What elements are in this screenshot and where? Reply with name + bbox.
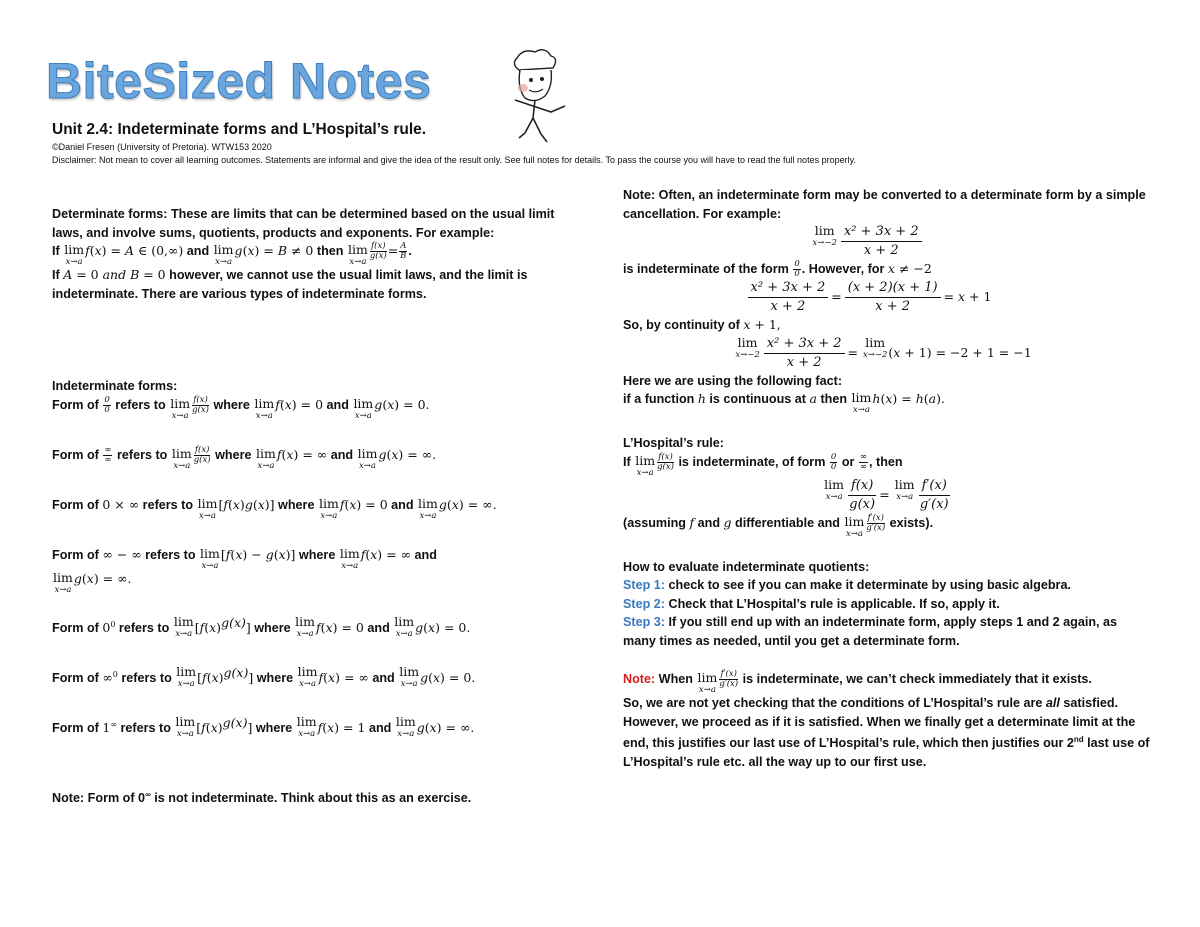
step-1: Step 1: check to see if you can make it determinate by using basic algebra. (623, 578, 1071, 593)
disclaimer: Disclaimer: Not mean to cover all learning outcomes. Statements are informal and give the idea of the result only. See full notes for details. To pass the course you will have to read the full notes properly. (52, 155, 856, 165)
final-note-body: So, we are not yet checking that the conditions of L’Hospital’s rule are all satisfied. However, we proceed as if it is satisfied. When we finally get a determinate limit at the end, this justifies our last use of L’Hospital’s rule, which then justifies our 2nd last use of L’Hospital’s rule etc. all the way up to our first use. (623, 696, 1150, 769)
lhospital-assumption: (assuming f and g differentiable and lim x→a $\frac{f'(x)}{g'(x)}$ exists). (623, 512, 934, 539)
fact-intro: Here we are using the following fact: (623, 373, 843, 388)
chef-mascot-illustration (495, 48, 580, 148)
determinate-types: indeterminate. There are various types of indeterminate forms. (52, 286, 427, 301)
how-to-heading: How to evaluate indeterminate quotients: (623, 559, 870, 574)
form-0-times-inf: Form of 0 × ∞ refers to lim x→a [f(x)g(x)] where lim x→a f(x) = 0 and lim x→a g(x) = ∞. (52, 495, 497, 521)
continuity-line: So, by continuity of x + 1, (623, 317, 781, 333)
indeterminate-heading: Indeterminate forms: (52, 379, 178, 393)
simple-cancellation-intro: Note: Often, an indeterminate form may be converted to a determinate form by a simple cancellation. For example: (623, 188, 1146, 221)
credit-line: ©Daniel Fresen (University of Pretoria). WTW153 2020 (52, 142, 272, 152)
lhospital-heading: L’Hospital’s rule: (623, 436, 725, 451)
form-0-power-0: Form of $0^0$ refers to lim x→a $[f(x)^{g(x)}]$ where lim x→a f(x) = 0 and lim x→a g(x) = 0. (52, 613, 471, 639)
fact-line: if a function h is continuous at a then lim x→a h(x) = h(a). (623, 390, 945, 416)
form-inf-over-inf: Form of $\frac{\infty}{\infty}$ refers to lim x→a $\frac{f(x)}{g(x)}$ where lim x→a f(x) = ∞ and lim x→a g(x) = ∞. (52, 444, 437, 471)
step-2: Step 2: Check that L’Hospital’s rule is applicable. If so, apply it. (623, 596, 1000, 611)
form-inf-minus-inf: Form of ∞ − ∞ refers to lim x→a [f(x) − g(x)] where lim x→a f(x) = ∞ and lim x→a g(x) = ∞. (52, 545, 437, 595)
lhospital-formula: lim x→a $\frac{f(x)}{g(x)}$ = lim x→a $\frac{f'(x)}{g'(x)}$ (824, 476, 949, 512)
determinate-else: If A = 0 and B = 0 however, we cannot use the usual limit laws, and the limit is (52, 267, 528, 282)
left-column (52, 205, 572, 807)
determinate-example: If lim x→a f(x) = A ∈ (0,∞) and lim x→a g(x) = B ≠ 0 then lim x→a $\frac{f(x)}{g(x)}$ = $\frac{A}{B}$ . (52, 241, 412, 267)
form-inf-power-0: Form of ∞$^0$ refers to lim x→a $[f(x)^{g(x)}]$ where lim x→a f(x) = ∞ and lim x→a g(x) = 0. (52, 663, 476, 689)
form-1-power-inf: Form of 1∞ refers to lim x→a $[f(x)^{g(x)}]$ where lim x→a f(x) = 1 and lim x→a g(x) = ∞. (52, 713, 475, 739)
right-column (623, 186, 1153, 771)
logo: BiteSized Notes (46, 53, 432, 109)
evaluated-limit: lim x→−2 $\frac{\text{x² + 3x + 2}}{x + 2}$ = lim x→−2 (x + 1) = −2 + 1 = −1 (735, 334, 1032, 370)
final-note: Note: When lim x→a $\frac{f'(x)}{g'(x)}$ is indeterminate, we can’t check immediately that it exists. (623, 669, 1092, 696)
form-0-over-0: Form of $\frac{0}{0}$ refers to lim x→a $\frac{f(x)}{g(x)}$ where lim x→a f(x) = 0 and lim x→a g(x) = 0. (52, 394, 430, 421)
indeterminate-form-line: is indeterminate of the form $\frac{0}{0}$ . However, for x ≠ −2 (623, 259, 932, 280)
factorization: $\frac{\text{x² + 3x + 2}}{x + 2}$ = $\frac{(x + 2)(x + 1)}{x + 2}$ = x + 1 (583, 279, 1153, 316)
determinate-intro: Determinate forms: These are limits that can be determined based on the usual limit laws, and involve sums, quotients, products and exponents. For example: (52, 207, 555, 240)
lhospital-condition: If lim x→a $\frac{f(x)}{g(x)}$ is indeterminate, of form $\frac{0}{0}$ or $\frac{\infty}{\infty}$ , then (623, 451, 903, 478)
left-note: Note: Form of 0∞ is not indeterminate. Think about this as an exercise. (52, 789, 472, 805)
unit-title: Unit 2.4: Indeterminate forms and L’Hospital’s rule. (52, 121, 427, 138)
example-limit: lim x→−2 $\frac{\text{x² + 3x + 2}}{x + 2}$ (583, 223, 1153, 260)
step-3: Step 3: If you still end up with an indeterminate form, apply steps 1 and 2 again, as many times as needed, until you get a determinate form. (623, 615, 1118, 648)
